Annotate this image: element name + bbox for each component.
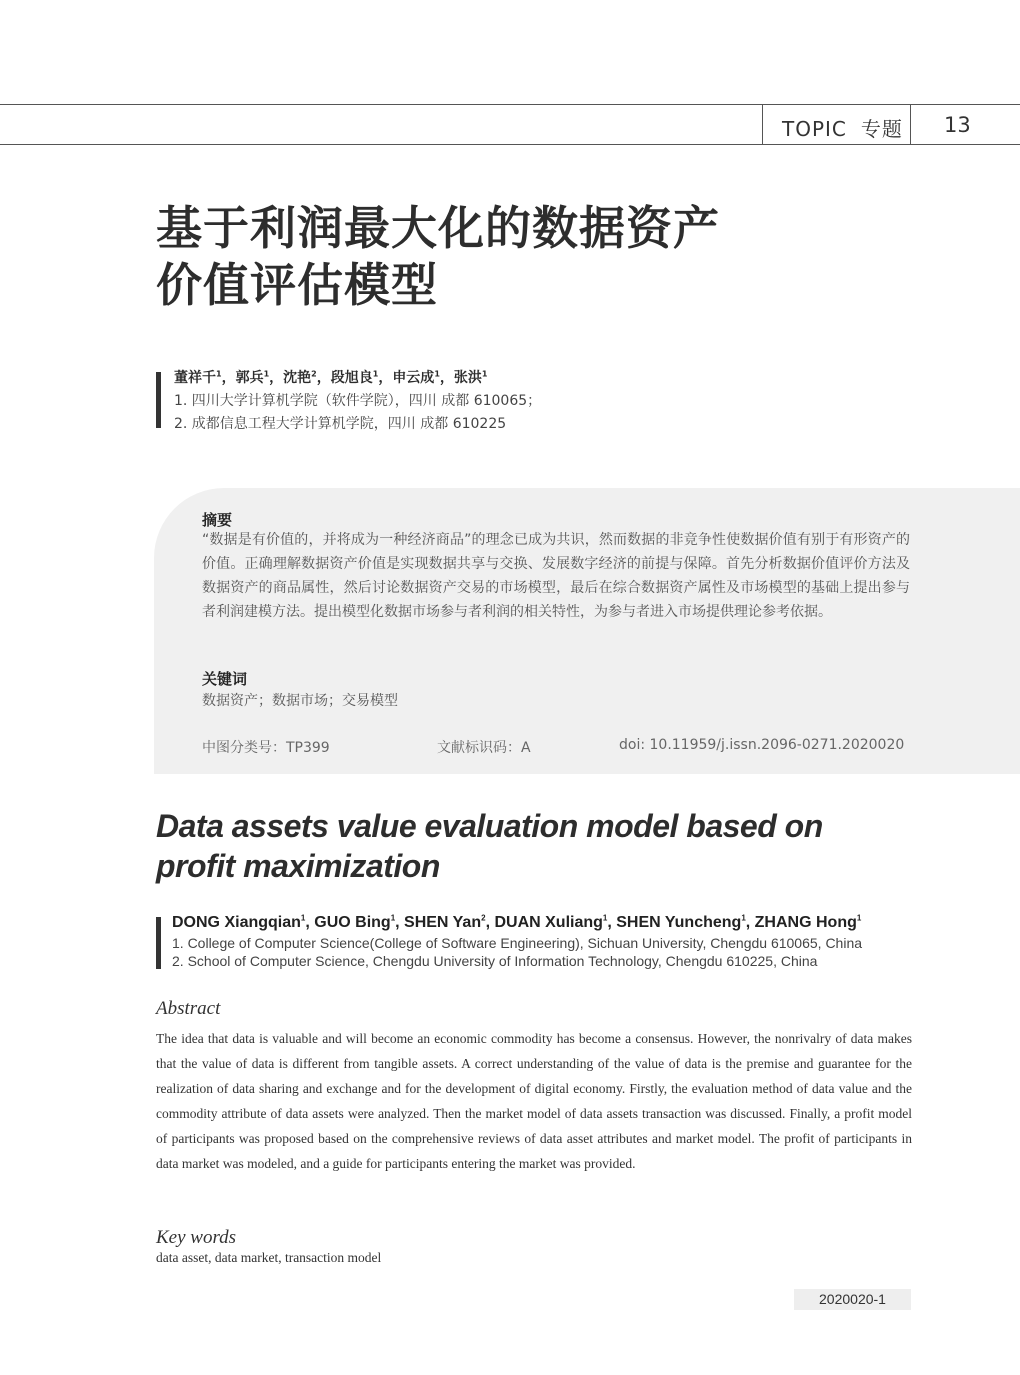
author-name: 郭兵 (235, 370, 264, 386)
author-name: ZHANG Hong (754, 914, 857, 931)
keywords-text-cn: 数据资产；数据市场；交易模型 (202, 693, 398, 709)
keywords-text-en: data asset, data market, transaction model (156, 1250, 382, 1265)
title-en-line: profit maximization (156, 848, 440, 884)
affiliation-cn: 2. 成都信息工程大学计算机学院，四川 成都 610225 (174, 416, 507, 432)
keywords-heading-cn: 关键词 (202, 670, 248, 688)
author-affiliation-mark: 2 (481, 913, 486, 923)
section-label-en: TOPIC (782, 117, 847, 141)
header-divider (762, 104, 763, 145)
clc-number: 中图分类号：TP399 (202, 740, 330, 756)
abstract-heading-cn: 摘要 (202, 511, 233, 529)
authors-en: DONG Xiangqian$^1$, GUO Bing$^1$, SHEN Yan$^2$, DUAN Xuliang$^1$, SHEN Yuncheng$^1$, ZHANG Hong$^1$ (172, 913, 862, 931)
title-cn (156, 200, 856, 314)
author-name: DUAN Xuliang (494, 914, 603, 931)
author-name: DONG Xiangqian (172, 914, 301, 931)
header-rule-top (0, 104, 1020, 105)
title-cn-line: 基于利润最大化的数据资产 (156, 201, 720, 255)
doi: doi: 10.11959/j.issn.2096-0271.2020020 (619, 737, 905, 753)
author-block-bar (156, 372, 161, 428)
author-affiliation-mark: 2 (311, 369, 317, 379)
author-affiliation-mark: 1 (263, 369, 270, 379)
header-rule-bottom (0, 144, 1020, 145)
authors-cn: 董祥千$^1$，郭兵$^1$，沈艳$^2$，段旭良$^1$，申云成$^1$，张洪$^1$ (174, 369, 488, 386)
title-en-line: Data assets value evaluation model based on (156, 808, 823, 844)
author-affiliation-mark: 1 (300, 913, 306, 923)
author-affiliation-mark: 1 (602, 913, 608, 923)
affiliation-en: 1. College of Computer Science(College of Software Engineering), Sichuan University, Chengdu 610065, China (172, 935, 863, 951)
author-affiliation-mark: 1 (434, 369, 440, 379)
title-cn-line: 价值评估模型 (156, 258, 438, 312)
section-label (782, 113, 903, 142)
author-name: SHEN Yuncheng (616, 914, 742, 931)
author-affiliation-mark: 1 (372, 369, 379, 379)
affiliation-en: 2. School of Computer Science, Chengdu University of Information Technology, Chengdu 610225, China (172, 953, 818, 969)
abstract-heading-en: Abstract (156, 998, 221, 1019)
author-name: 申云成 (392, 370, 435, 386)
header-divider (910, 104, 911, 145)
document-id: 2020020-1 (794, 1289, 911, 1310)
author-affiliation-mark: 1 (481, 369, 488, 379)
abstract-text-en: The idea that data is valuable and will become an economic commodity has become a consensus. However, the nonrivalry of data makes that the value of data is different from tangible assets. A correct understanding of the value of data is the premise and guarantee for the realization of data sharing and exchange and for the development of digital economy. Firstly, the evaluation method of data value and the commodity attribute of data assets were analyzed. Then the market model of data assets transaction was discussed. Finally, a profit model of participants was proposed based on the comprehensive reviews of data asset attributes and market model. The profit of participants in data market was modeled, and a guide for participants entering the market was provided. (156, 1031, 912, 1171)
author-name: 段旭良 (330, 370, 373, 386)
author-affiliation-mark: 1 (856, 913, 862, 923)
author-name: SHEN Yan (404, 914, 482, 931)
abstract-text-cn: “数据是有价值的，并将成为一种经济商品”的理念已成为共识，然而数据的非竞争性使数据价值有别于有形资产的价值。正确理解数据资产价值是实现数据共享与交换、发展数字经济的前提与保障。首先分析数据价值评价方法及数据资产的商品属性，然后讨论数据资产交易的市场模型，最后在综合数据资产属性及市场模型的基础上提出参与者利润建模方法。提出模型化数据市场参与者利润的相关特性，为参与者进入市场提供理论参考依据。 (202, 532, 910, 620)
author-name: 沈艳 (283, 370, 312, 386)
document-code: 文献标识码：A (437, 740, 531, 756)
author-block-bar (156, 917, 161, 969)
author-affiliation-mark: 1 (741, 913, 746, 923)
section-label-cn: 专题 (860, 117, 903, 141)
author-affiliation-mark: 1 (390, 913, 396, 923)
keywords-heading-en: Key words (156, 1227, 237, 1248)
title-en (156, 806, 916, 886)
author-name: 张洪 (453, 370, 482, 386)
author-name: GUO Bing (314, 914, 391, 931)
author-affiliation-mark: 1 (216, 369, 222, 379)
affiliation-cn: 1. 四川大学计算机学院（软件学院），四川 成都 610065； (174, 393, 542, 409)
page-number: 13 (944, 113, 971, 137)
author-name: 董祥千 (174, 370, 216, 386)
